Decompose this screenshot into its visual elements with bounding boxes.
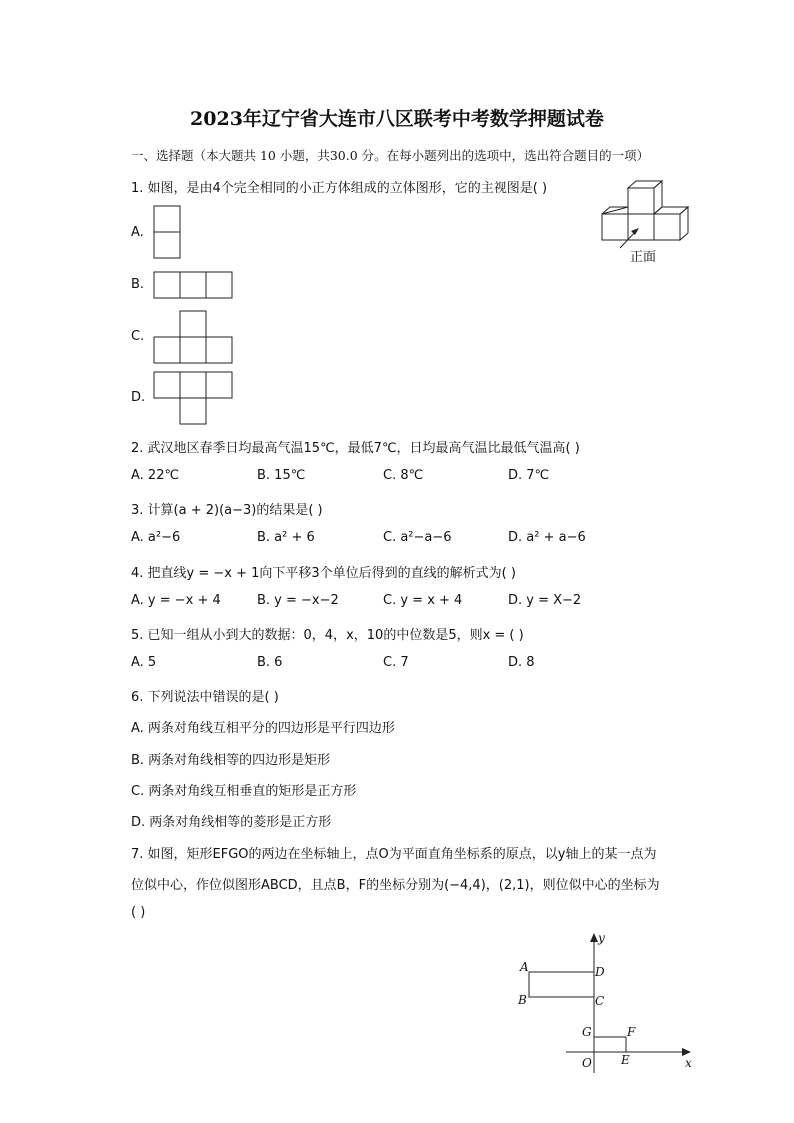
q4-option-b[interactable]: B. y = −x−2 (257, 593, 339, 608)
question-6-stem: 6. 下列说法中错误的是( ) (131, 690, 279, 705)
cube-right-top (654, 207, 688, 214)
q2-option-a[interactable]: A. 22℃ (131, 468, 180, 483)
q5-option-d[interactable]: D. 8 (508, 655, 535, 670)
y-axis-arrow (590, 933, 598, 942)
question-5-stem: 5. 已知一组从小到大的数据：0，4，x，10的中位数是5，则x = ( ) (131, 628, 524, 643)
q1-cube-figure (600, 178, 696, 268)
rectangle-abcd (529, 972, 594, 997)
question-3-stem: 3. 计算(a + 2)(a−3)的结果是( ) (131, 503, 323, 518)
q7-coordinate-figure (510, 930, 696, 1075)
label-c: C (595, 994, 605, 1008)
q1-option-c-label[interactable]: C. (131, 329, 145, 344)
label-y: y (598, 931, 605, 945)
question-7-stem-line3: ( ) (131, 905, 146, 920)
x-axis-arrow (682, 1048, 691, 1056)
q3-option-b[interactable]: B. a² + 6 (257, 530, 315, 545)
question-1-stem: 1. 如图，是由4个完全相同的小正方体组成的立体图形，它的主视图是( ) (131, 181, 548, 196)
cube-left-front (602, 214, 628, 240)
label-o: O (582, 1056, 592, 1070)
q1-option-c-figure[interactable] (153, 310, 237, 366)
q4-option-a[interactable]: A. y = −x + 4 (131, 593, 221, 608)
q6-option-b[interactable]: B. 两条对角线相等的四边形是矩形 (131, 753, 331, 768)
q1-option-a-label[interactable]: A. (131, 225, 144, 240)
q5-option-a[interactable]: A. 5 (131, 655, 157, 670)
q2-option-d[interactable]: D. 7℃ (508, 468, 550, 483)
label-e: E (621, 1053, 630, 1067)
q1-option-d-label[interactable]: D. (131, 390, 146, 405)
q1-option-a-figure[interactable] (153, 205, 183, 261)
cube-left-top (602, 207, 628, 214)
q6-option-c[interactable]: C. 两条对角线互相垂直的矩形是正方形 (131, 784, 357, 799)
q5-option-c[interactable]: C. 7 (383, 655, 409, 670)
q6-option-d[interactable]: D. 两条对角线相等的菱形是正方形 (131, 815, 332, 830)
q4-option-d[interactable]: D. y = X−2 (508, 593, 582, 608)
front-arrow-head (631, 228, 639, 235)
question-7-stem-line1: 7. 如图，矩形EFGO的两边在坐标轴上，点O为平面直角坐标系的原点，以y轴上的某一点为 (131, 847, 657, 862)
cube-top-top (628, 181, 662, 188)
label-f: F (627, 1025, 636, 1039)
q1-option-b-label[interactable]: B. (131, 277, 145, 292)
label-b: B (518, 993, 527, 1007)
q2-option-c[interactable]: C. 8℃ (383, 468, 424, 483)
cube-top-side (654, 181, 662, 214)
front-label: 正面 (630, 250, 657, 265)
label-g: G (582, 1025, 592, 1039)
page-title: 2023年辽宁省大连市八区联考中考数学押题试卷 (190, 108, 604, 130)
label-x: x (685, 1056, 692, 1070)
q4-option-c[interactable]: C. y = x + 4 (383, 593, 463, 608)
q1-option-d-figure[interactable] (153, 371, 237, 427)
q5-option-b[interactable]: B. 6 (257, 655, 283, 670)
q3-option-c[interactable]: C. a²−a−6 (383, 530, 452, 545)
section-heading: 一、选择题（本大题共 10 小题，共30.0 分。在每小题列出的选项中，选出符合题目的一项） (131, 148, 650, 163)
label-d: D (595, 965, 605, 979)
question-4-stem: 4. 把直线y = −x + 1向下平移3个单位后得到的直线的解析式为( ) (131, 566, 516, 581)
cube-top-front (628, 188, 654, 214)
label-a: A (520, 960, 529, 974)
q6-option-a[interactable]: A. 两条对角线互相平分的四边形是平行四边形 (131, 721, 395, 736)
cube-right-front (654, 214, 680, 240)
question-7-stem-line2: 位似中心，作位似图形ABCD，且点B，F的坐标分别为(−4,4)，(2,1)，则位似中心的坐标为 (131, 878, 660, 893)
q3-option-a[interactable]: A. a²−6 (131, 530, 181, 545)
rectangle-efgo (594, 1037, 626, 1052)
cube-right-side (680, 207, 688, 240)
question-2-stem: 2. 武汉地区春季日均最高气温15℃，最低7℃，日均最高气温比最低气温高( ) (131, 441, 580, 456)
q3-option-d[interactable]: D. a² + a−6 (508, 530, 586, 545)
q1-option-b-figure[interactable] (153, 271, 237, 301)
q2-option-b[interactable]: B. 15℃ (257, 468, 306, 483)
